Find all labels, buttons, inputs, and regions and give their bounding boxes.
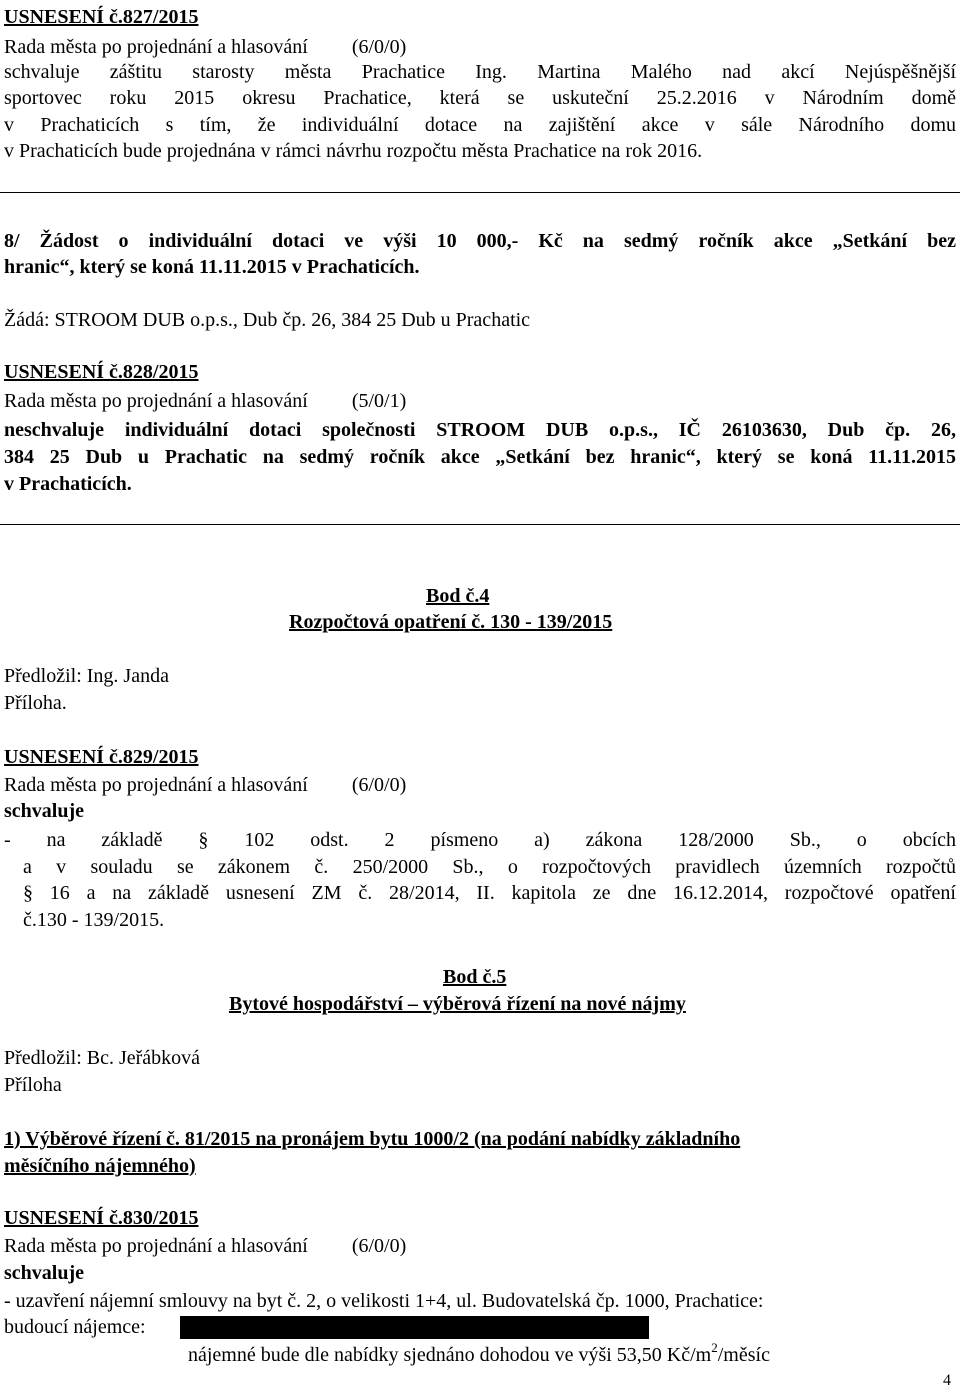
vote-count: (6/0/0): [351, 774, 407, 796]
vote-label: Rada města po projednání a hlasování: [4, 390, 308, 412]
page-number: 4: [943, 1372, 951, 1389]
item-8-heading-2: hranic“, který se koná 11.11.2015 v Prachaticích.: [4, 256, 420, 278]
redacted-block: [180, 1316, 649, 1339]
resolution-830-vote-line: [4, 1235, 406, 1257]
resolution-828-vote-line: [4, 390, 406, 412]
resolution-829-text-3: § 16 a na základě usnesení ZM č. 28/2014, II. kapitola ze dne 16.12.2014, rozpočtové opatření: [23, 882, 956, 904]
vote-label: Rada města po projednání a hlasování: [4, 1235, 308, 1257]
resolution-830-tenant-label: budoucí nájemce:: [4, 1316, 146, 1338]
vote-count: (5/0/1): [351, 390, 407, 412]
resolution-827-vote-line: [4, 36, 406, 58]
vote-label: Rada města po projednání a hlasování: [4, 774, 308, 796]
bod-4-presenter: Předložil: Ing. Janda: [4, 665, 169, 687]
item-8-applicant: Žádá: STROOM DUB o.p.s., Dub čp. 26, 384 25 Dub u Prachatic: [4, 309, 531, 331]
bod-5-heading: Bod č.5: [443, 966, 507, 988]
bod-5-item-1-line-2: měsíčního nájemného): [4, 1155, 196, 1177]
resolution-830-title: USNESENÍ č.830/2015: [4, 1207, 199, 1229]
resolution-830-rent: [188, 1340, 770, 1366]
bod-4-heading: Bod č.4: [426, 585, 490, 607]
resolution-827-text-4: v Prachaticích bude projednána v rámci návrhu rozpočtu města Prachatice na rok 2016.: [4, 140, 703, 162]
bod-5-item-1-line-1: 1) Výběrové řízení č. 81/2015 na pronájem bytu 1000/2 (na podání nabídky základního: [4, 1128, 741, 1150]
resolution-829-text-2: a v souladu se zákonem č. 250/2000 Sb., o rozpočtových pravidlech územních rozpočtů: [23, 856, 956, 878]
vote-count: (6/0/0): [351, 36, 407, 58]
resolution-830-text-1: - uzavření nájemní smlouvy na byt č. 2, o velikosti 1+4, ul. Budovatelská čp. 1000, Prachatice:: [4, 1290, 764, 1312]
rent-text: nájemné bude dle nabídky sjednáno dohodou ve výši 53,50 Kč/m: [188, 1344, 712, 1366]
resolution-828-title: USNESENÍ č.828/2015: [4, 361, 199, 383]
vote-label: Rada města po projednání a hlasování: [4, 36, 308, 58]
resolution-829-title: USNESENÍ č.829/2015: [4, 746, 199, 768]
bod-5-attachment: Příloha: [4, 1074, 62, 1096]
resolution-828-text-3: v Prachaticích.: [4, 473, 132, 495]
resolution-829-text-1: - na základě § 102 odst. 2 písmeno a) zákona 128/2000 Sb., o obcích: [4, 829, 956, 851]
resolution-829-verb: schvaluje: [4, 800, 84, 822]
resolution-828-text-2: 384 25 Dub u Prachatic na sedmý ročník akce „Setkání bez hranic“, který se koná 11.11.2015: [4, 446, 956, 468]
bod-5-presenter: Předložil: Bc. Jeřábková: [4, 1047, 201, 1069]
resolution-828-text-1: neschvaluje individuální dotaci společnosti STROOM DUB o.p.s., IČ 26103630, Dub čp. 26,: [4, 419, 956, 441]
bod-4-attachment: Příloha.: [4, 692, 67, 714]
resolution-827-title: USNESENÍ č.827/2015: [4, 6, 199, 28]
resolution-827-text-3: v Prachaticích s tím, že individuální dotace na zajištění akce v sále Národního domu: [4, 114, 956, 136]
bod-5-subheading: Bytové hospodářství – výběrová řízení na nové nájmy: [229, 993, 686, 1015]
resolution-830-verb: schvaluje: [4, 1262, 84, 1284]
resolution-829-vote-line: [4, 774, 406, 796]
rent-superscript: 2: [711, 1340, 718, 1356]
resolution-827-text-2: sportovec roku 2015 okresu Prachatice, která se uskuteční 25.2.2016 v Národním domě: [4, 87, 956, 109]
vote-count: (6/0/0): [351, 1235, 407, 1257]
section-divider: [0, 524, 960, 525]
resolution-829-text-4: č.130 - 139/2015.: [23, 909, 165, 931]
bod-4-subheading: Rozpočtová opatření č. 130 - 139/2015: [289, 611, 613, 633]
rent-suffix: /měsíc: [717, 1344, 770, 1366]
resolution-827-text-1: schvaluje záštitu starosty města Prachatice Ing. Martina Malého nad akcí Nejúspěšnější: [4, 61, 956, 83]
section-divider: [0, 192, 960, 193]
item-8-heading-1: 8/ Žádost o individuální dotaci ve výši 10 000,- Kč na sedmý ročník akce „Setkání bez: [4, 230, 956, 252]
